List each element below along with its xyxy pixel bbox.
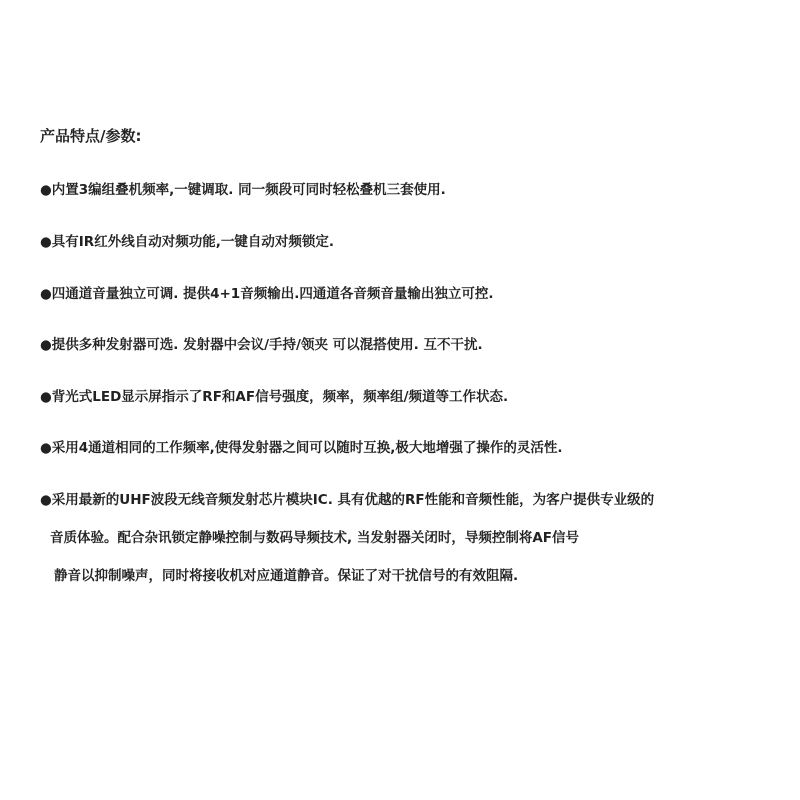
section-heading: 产品特点/参数: [40, 127, 142, 145]
feature-item-volume-control: ●四通道音量独立可调. 提供4+1音频输出.四通道各音频音量输出独立可控. [40, 286, 494, 302]
feature-item-uhf-module-continuation-2: 静音以抑制噪声，同时将接收机对应通道静音。保证了对干扰信号的有效阻隔. [54, 568, 519, 584]
feature-item-same-frequency: ●采用4通道相同的工作频率,使得发射器之间可以随时互换,极大地增强了操作的灵活性. [40, 440, 563, 456]
feature-item-uhf-module: ●采用最新的UHF波段无线音频发射芯片模块IC. 具有优越的RF性能和音频性能，为客户提供专业级的 [40, 492, 655, 508]
feature-item-frequency-groups: ●内置3编组叠机频率,一键调取. 同一频段可同时轻松叠机三套使用. [40, 182, 446, 198]
feature-item-transmitter-options: ●提供多种发射器可选. 发射器中会议/手持/领夹 可以混搭使用. 互不干扰. [40, 337, 483, 353]
feature-item-uhf-module-continuation-1: 音质体验。配合杂讯锁定静噪控制与数码导频技术, 当发射器关闭时，导频控制将AF信号 [50, 530, 579, 546]
feature-item-led-display: ●背光式LED显示屏指示了RF和AF信号强度，频率，频率组/频道等工作状态. [40, 389, 509, 405]
feature-item-ir-sync: ●具有IR红外线自动对频功能,一键自动对频锁定. [40, 234, 334, 250]
